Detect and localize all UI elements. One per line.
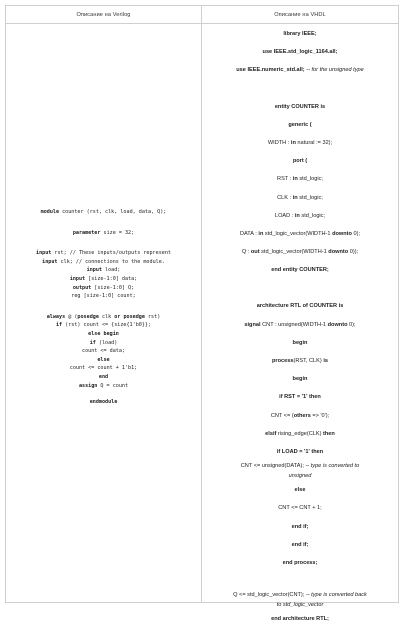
vhdl-line: CLK : in std_logic; (277, 194, 323, 201)
vhdl-line: elsif rising_edge(CLK) then (265, 430, 335, 437)
vhdl-line: end entity COUNTER; (271, 267, 329, 274)
vhdl-line: DATA : in std_logic_vector(WIDTH-1 downto 0); (239, 230, 361, 237)
vhdl-line: library IEEE; (283, 31, 317, 37)
verilog-line: input clk; // connections to the module. (42, 258, 165, 265)
verilog-line: else (97, 356, 110, 363)
verilog-line: if (load) (89, 339, 118, 346)
vhdl-line: signal CNT : unsigned(WIDTH-1 downto 0); (244, 321, 356, 328)
vhdl-line: end if; (291, 523, 309, 530)
vhdl-line: entity COUNTER is (274, 103, 326, 110)
verilog-line: input rst; // These inputs/outputs represent (36, 250, 171, 257)
verilog-line: endmodule (89, 399, 118, 406)
verilog-line: assign Q = count (78, 382, 129, 389)
vhdl-line: WIDTH : in natural := 32); (267, 139, 333, 146)
verilog-line: if (rst) count <= {size{1'b0}}; (55, 322, 152, 329)
vhdl-line: else (294, 487, 306, 494)
vhdl-line: if RST = '1' then (279, 394, 321, 401)
vhdl-line: generic ( (288, 121, 312, 128)
verilog-line: output [size-1:0] Q; (72, 284, 135, 291)
verilog-line: count <= data; (82, 348, 125, 355)
vhdl-line: begin (292, 339, 308, 346)
vhdl-line: Q : out std_logic_vector(WIDTH-1 downto 0)); (241, 249, 359, 256)
vhdl-line: end architecture RTL; (271, 616, 329, 623)
verilog-line: count <= count + 1'b1; (69, 365, 138, 372)
vhdl-code (202, 25, 398, 628)
vhdl-line: CNT <= (others => '0'); (270, 412, 330, 419)
vhdl-line: use IEEE.numeric_std.all; -- for the unsigned type (236, 67, 364, 74)
vhdl-line: if LOAD = '1' then (276, 448, 324, 455)
vhdl-line: RST : in std_logic; (277, 176, 323, 183)
vhdl-line: use IEEE.std_logic_1164.all; (262, 49, 338, 56)
vhdl-line: CNT <= unsigned(DATA); -- type is converted to (240, 463, 360, 470)
vhdl-line: process(RST, CLK) is (272, 358, 328, 364)
verilog-code (6, 208, 201, 407)
verilog-line: module counter (rst, clk, load, data, Q); (40, 209, 167, 215)
vhdl-line: LOAD : in std_logic; (274, 212, 326, 219)
verilog-line: reg [size-1:0] count; (71, 293, 136, 300)
verilog-line: end (98, 373, 109, 380)
verilog-line: input [size-1:0] data; (69, 275, 138, 282)
verilog-line: parameter size = 32; (72, 229, 135, 236)
vhdl-line: unsigned (288, 473, 312, 480)
vhdl-line: architecture RTL of COUNTER is (256, 303, 344, 310)
vhdl-line: Q <= std_logic_vector(CNT); -- type is converted back (233, 592, 367, 599)
comparison-table (5, 5, 399, 623)
vhdl-line: to std_logic_vector (276, 602, 324, 609)
verilog-line: always @ (posedge clk or posedge rst) (46, 313, 161, 320)
verilog-line: else begin (88, 330, 119, 337)
vhdl-line: begin (292, 376, 308, 383)
verilog-line: input load; (86, 267, 121, 274)
header-verilog: Описание на Verilog (6, 6, 202, 23)
vhdl-line: CNT <= CNT + 1; (278, 505, 322, 512)
vhdl-line: end if; (291, 541, 309, 548)
vhdl-line: port ( (292, 158, 308, 165)
table-header-row (6, 6, 398, 24)
header-vhdl: Описание на VHDL (274, 11, 326, 18)
vhdl-line: end process; (282, 559, 318, 566)
